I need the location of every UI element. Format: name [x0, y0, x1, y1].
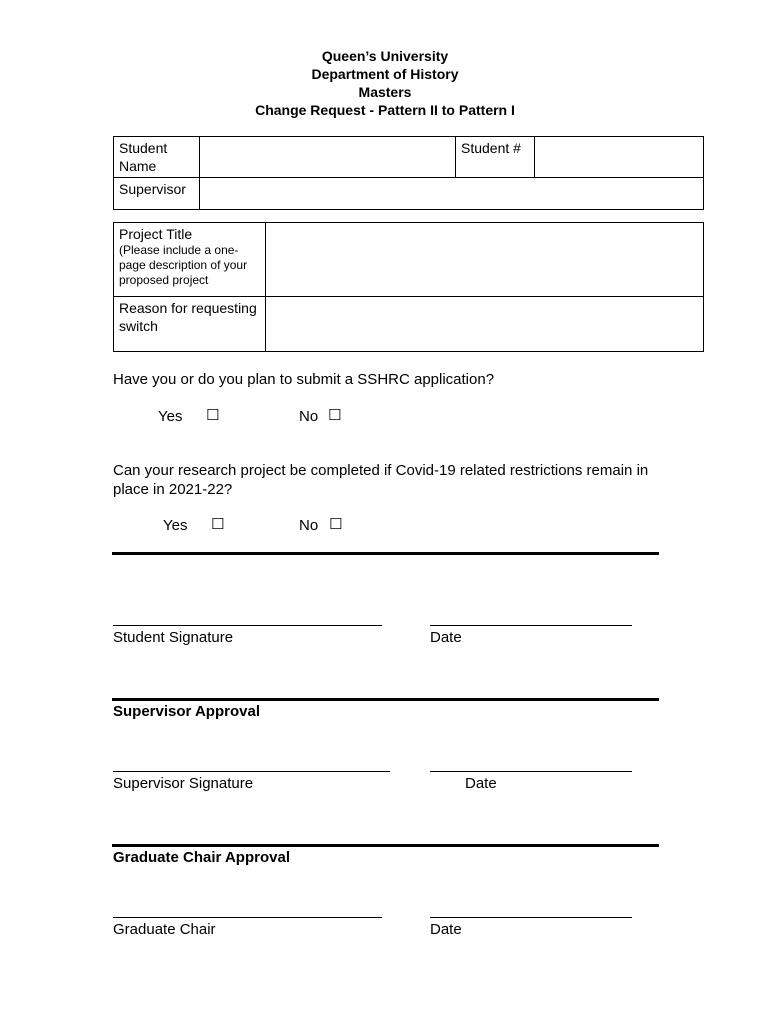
- supervisor-signature-label: Supervisor Signature: [113, 775, 254, 792]
- covid-yes-checkbox[interactable]: ☐: [211, 516, 225, 533]
- sshrc-no-checkbox[interactable]: ☐: [328, 407, 342, 424]
- chair-signature-line[interactable]: [113, 917, 382, 918]
- student-date-line[interactable]: [430, 625, 632, 626]
- section-divider: [112, 844, 659, 847]
- covid-yes-label: Yes: [163, 517, 188, 534]
- project-title-cell: [114, 223, 266, 297]
- sshrc-yes-checkbox[interactable]: ☐: [206, 407, 220, 424]
- reason-field[interactable]: [266, 297, 704, 352]
- form-title: Change Request - Pattern II to Pattern I: [255, 102, 515, 118]
- supervisor-label: Supervisor: [114, 178, 200, 210]
- student-name-field[interactable]: [200, 137, 456, 178]
- reason-label: Reason for requesting switch: [114, 297, 266, 352]
- chair-approval-title: Graduate Chair Approval: [113, 849, 290, 866]
- section-divider: [112, 552, 659, 555]
- student-date-label: Date: [430, 629, 462, 646]
- sshrc-question: Have you or do you plan to submit a SSHRC application?: [113, 371, 495, 388]
- chair-date-line[interactable]: [430, 917, 632, 918]
- supervisor-field[interactable]: [200, 178, 704, 210]
- supervisor-signature-line[interactable]: [113, 771, 390, 772]
- sshrc-no-label: No: [299, 408, 319, 425]
- university-name: Queen’s University: [321, 48, 449, 64]
- project-title-note: (Please include a one-page description of your proposed project: [119, 243, 248, 287]
- covid-no-label: No: [299, 517, 319, 534]
- supervisor-date-label: Date: [465, 775, 497, 792]
- student-number-label: Student #: [456, 137, 535, 178]
- student-info-table: [113, 136, 704, 210]
- department-name: Department of History: [311, 66, 459, 82]
- student-signature-label: Student Signature: [113, 629, 234, 646]
- chair-date-label: Date: [430, 921, 462, 938]
- project-title-label: Project Title: [119, 226, 193, 242]
- section-divider: [112, 698, 659, 701]
- covid-question: Can your research project be completed if Covid-19 related restrictions remain in place in 2021-22?: [113, 462, 649, 498]
- covid-no-checkbox[interactable]: ☐: [329, 516, 343, 533]
- supervisor-approval-title: Supervisor Approval: [113, 703, 260, 720]
- student-signature-line[interactable]: [113, 625, 382, 626]
- sshrc-yes-label: Yes: [158, 408, 183, 425]
- chair-signature-label: Graduate Chair: [113, 921, 216, 938]
- program-name: Masters: [358, 84, 412, 100]
- student-name-label: Student Name: [114, 137, 200, 178]
- project-title-field[interactable]: [266, 223, 704, 297]
- supervisor-date-line[interactable]: [430, 771, 632, 772]
- project-info-table: [113, 222, 704, 352]
- student-number-field[interactable]: [535, 137, 704, 178]
